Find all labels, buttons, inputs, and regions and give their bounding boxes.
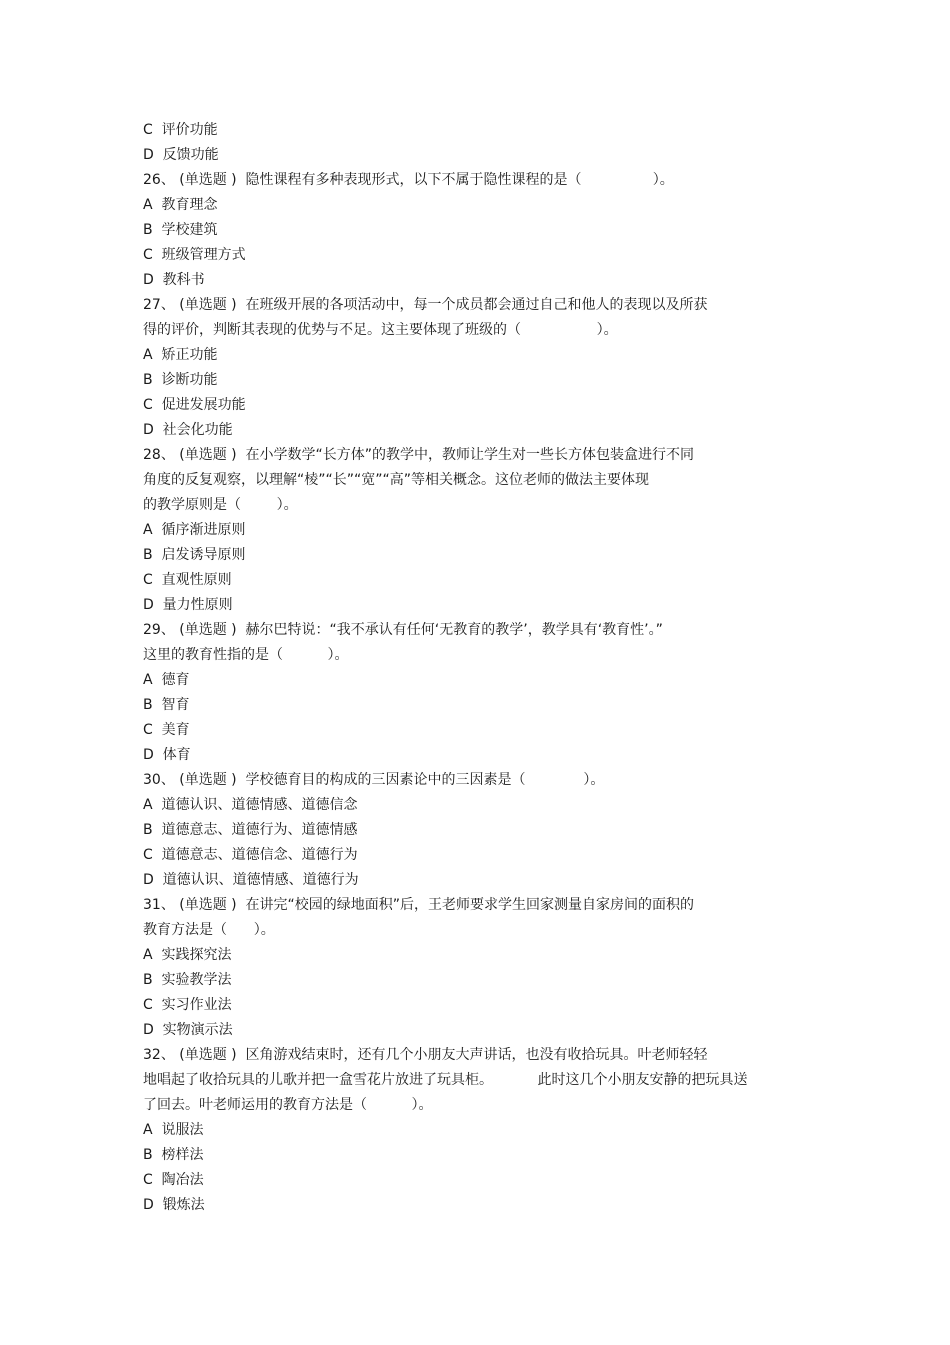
answer-option: C 陶冶法 (143, 1172, 204, 1188)
document-page (143, 118, 803, 1218)
question-text-line: 这里的教育性指的是（ ）。 (143, 647, 349, 663)
answer-option: C 评价功能 (143, 122, 218, 138)
answer-option: B 道德意志、道德行为、道德情感 (143, 822, 358, 838)
question-text-line: 28、 (单选题 ) 在小学数学“长方体”的教学中，教师让学生对一些长方体包装盒进行不同 (143, 447, 695, 463)
question-text-line: 32、 (单选题 ) 区角游戏结束时，还有几个小朋友大声讲话，也没有收拾玩具。叶老师轻轻 (143, 1047, 708, 1063)
answer-option: B 启发诱导原则 (143, 547, 246, 563)
answer-option: A 矫正功能 (143, 347, 218, 363)
answer-option: A 德育 (143, 672, 190, 688)
question-text-line: 30、 (单选题 ) 学校德育目的构成的三因素论中的三因素是（ ）。 (143, 772, 605, 788)
question-text-line: 得的评价，判断其表现的优势与不足。这主要体现了班级的（ ）。 (143, 322, 618, 338)
answer-option: D 量力性原则 (143, 597, 233, 613)
answer-option: C 美育 (143, 722, 190, 738)
answer-option: C 促进发展功能 (143, 397, 246, 413)
question-text-line: 角度的反复观察，以理解“棱”“长”“宽”“高”等相关概念。这位老师的做法主要体现 (143, 472, 650, 488)
answer-option: D 锻炼法 (143, 1197, 205, 1213)
answer-option: D 道德认识、道德情感、道德行为 (143, 872, 359, 888)
question-text-line: 29、 (单选题 ) 赫尔巴特说：“我不承认有任何‘无教育的教学’，教学具有‘教育性’。” (143, 622, 663, 638)
question-text-line: 的教学原则是（ ）。 (143, 497, 298, 513)
question-text-line: 地唱起了收拾玩具的儿歌并把一盒雪花片放进了玩具柜。 此时这几个小朋友安静的把玩具送 (143, 1072, 748, 1088)
answer-option: B 智育 (143, 697, 190, 713)
question-text-line: 26、 (单选题 ) 隐性课程有多种表现形式，以下不属于隐性课程的是（ ）。 (143, 172, 674, 188)
question-text-line: 31、 (单选题 ) 在讲完“校园的绿地面积”后，王老师要求学生回家测量自家房间的面积的 (143, 897, 695, 913)
answer-option: C 班级管理方式 (143, 247, 246, 263)
question-text-line: 教育方法是（ ）。 (143, 922, 275, 938)
answer-option: A 说服法 (143, 1122, 204, 1138)
answer-option: A 教育理念 (143, 197, 218, 213)
answer-option: D 社会化功能 (143, 422, 233, 438)
answer-option: B 诊断功能 (143, 372, 218, 388)
answer-option: A 实践探究法 (143, 947, 232, 963)
answer-option: C 道德意志、道德信念、道德行为 (143, 847, 358, 863)
answer-option: C 直观性原则 (143, 572, 232, 588)
answer-option: B 实验教学法 (143, 972, 232, 988)
question-text-line: 27、 (单选题 ) 在班级开展的各项活动中，每一个成员都会通过自己和他人的表现以及所获 (143, 297, 708, 313)
answer-option: D 实物演示法 (143, 1022, 233, 1038)
answer-option: D 体育 (143, 747, 191, 763)
question-text-line: 了回去。叶老师运用的教育方法是（ ）。 (143, 1097, 433, 1113)
answer-option: D 反馈功能 (143, 147, 219, 163)
answer-option: D 教科书 (143, 272, 205, 288)
answer-option: A 循序渐进原则 (143, 522, 246, 538)
answer-option: B 榜样法 (143, 1147, 204, 1163)
answer-option: A 道德认识、道德情感、道德信念 (143, 797, 358, 813)
answer-option: B 学校建筑 (143, 222, 218, 238)
answer-option: C 实习作业法 (143, 997, 232, 1013)
